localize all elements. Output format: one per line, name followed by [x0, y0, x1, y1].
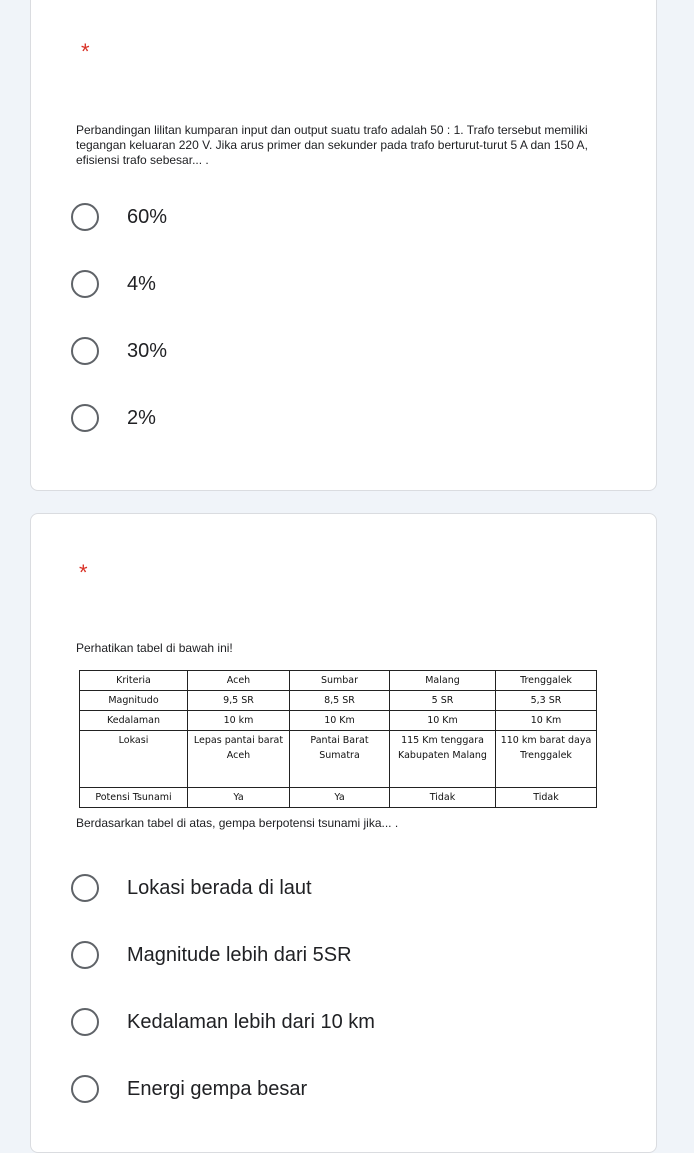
table-cell: Potensi Tsunami [80, 788, 188, 808]
table-header-cell: Sumbar [290, 671, 390, 691]
table-cell: Tidak [390, 788, 496, 808]
option-4-percent[interactable] [71, 270, 631, 304]
table-cell: 8,5 SR [290, 691, 390, 711]
table-header-cell: Aceh [188, 671, 290, 691]
radio-button[interactable] [71, 270, 99, 298]
radio-button[interactable] [71, 1008, 99, 1036]
option-2-percent[interactable] [71, 404, 631, 438]
table-cell: 9,5 SR [188, 691, 290, 711]
table-cell: Kedalaman [80, 711, 188, 731]
table-cell: 10 km [188, 711, 290, 731]
required-asterisk: * [79, 560, 88, 585]
table-header-cell: Malang [390, 671, 496, 691]
table-cell: 115 Km tenggara Kabupaten Malang [390, 731, 496, 788]
option-label: Magnitude lebih dari 5SR [127, 944, 352, 966]
option-magnitude[interactable] [71, 941, 631, 975]
option-label: 60% [127, 206, 168, 228]
option-label: Lokasi berada di laut [127, 877, 312, 899]
table-cell: Magnitudo [80, 691, 188, 711]
question-card-2 [30, 513, 657, 1153]
radio-button[interactable] [71, 1075, 99, 1103]
option-label: Kedalaman lebih dari 10 km [127, 1011, 375, 1033]
option-lokasi-laut[interactable] [71, 874, 631, 908]
table-cell: 5 SR [390, 691, 496, 711]
table-cell: Tidak [496, 788, 597, 808]
table-cell: 10 Km [390, 711, 496, 731]
table-header-cell: Kriteria [80, 671, 188, 691]
table-row [80, 711, 597, 731]
radio-button[interactable] [71, 404, 99, 432]
question-1-text: Perbandingan lilitan kumparan input dan output suatu trafo adalah 50 : 1. Trafo tersebut memiliki tegangan keluaran 220 V. Jika arus primer dan sekunder pada trafo berturut-turut 5 A dan 150 A, efisiensi trafo sebesar... . [76, 123, 588, 167]
option-energi[interactable] [71, 1075, 631, 1109]
option-kedalaman[interactable] [71, 1008, 631, 1042]
table-row [80, 691, 597, 711]
question-2-intro: Perhatikan tabel di bawah ini! [76, 641, 233, 655]
question-2-text: Berdasarkan tabel di atas, gempa berpotensi tsunami jika... . [76, 816, 399, 830]
table-row [80, 731, 597, 788]
option-60-percent[interactable] [71, 203, 631, 237]
option-label: Energi gempa besar [127, 1078, 308, 1100]
option-label: 2% [127, 407, 156, 429]
table-header-cell: Trenggalek [496, 671, 597, 691]
option-label: 30% [127, 340, 168, 362]
table-cell: Pantai Barat Sumatra [290, 731, 390, 788]
table-cell: 10 Km [290, 711, 390, 731]
radio-button[interactable] [71, 337, 99, 365]
table-cell: 110 km barat daya Trenggalek [496, 731, 597, 788]
table-header-row [80, 671, 597, 691]
table-cell: Lokasi [80, 731, 188, 788]
earthquake-table [79, 670, 597, 808]
radio-button[interactable] [71, 941, 99, 969]
table-cell: 5,3 SR [496, 691, 597, 711]
table-row [80, 788, 597, 808]
table-cell: Ya [188, 788, 290, 808]
option-30-percent[interactable] [71, 337, 631, 371]
radio-button[interactable] [71, 874, 99, 902]
required-asterisk: * [81, 39, 90, 64]
table-cell: Lepas pantai barat Aceh [188, 731, 290, 788]
table-cell: Ya [290, 788, 390, 808]
radio-button[interactable] [71, 203, 99, 231]
question-card-1 [30, 0, 657, 491]
table-cell: 10 Km [496, 711, 597, 731]
option-label: 4% [127, 273, 156, 295]
